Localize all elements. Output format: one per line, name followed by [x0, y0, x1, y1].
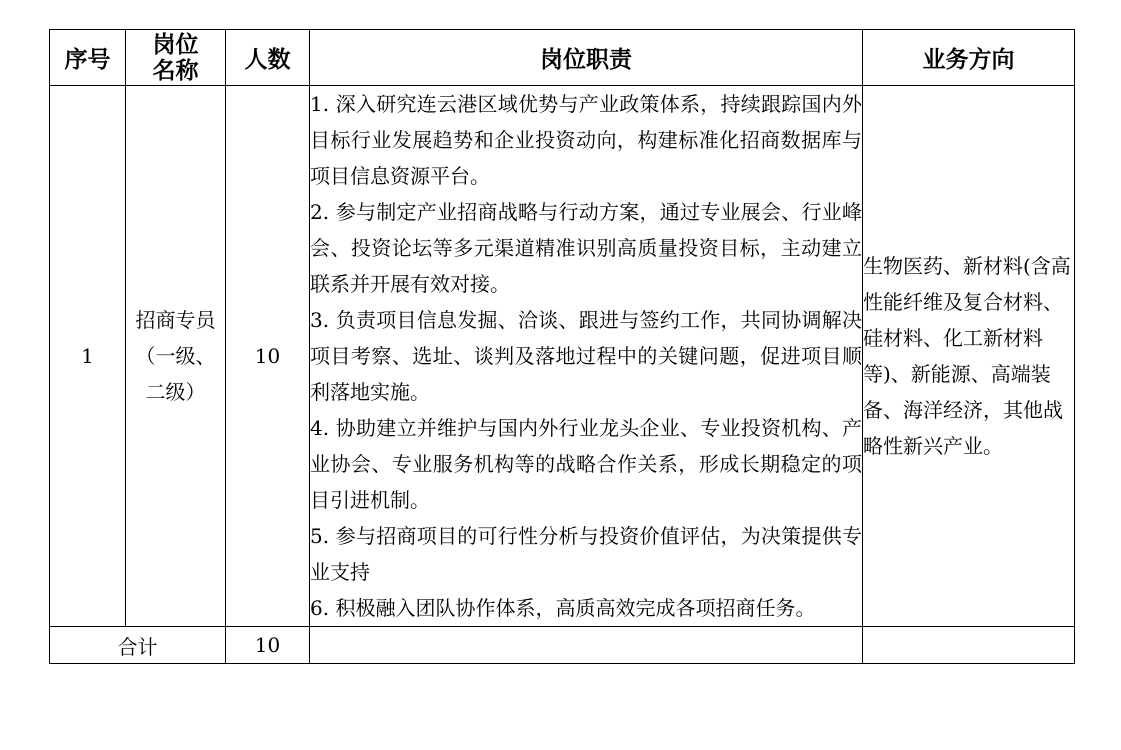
header-index: 序号 — [50, 30, 126, 86]
duty-item: 3. 负责项目信息发掘、洽谈、跟进与签约工作，共同协调解决项目考察、选址、谈判及落地过程中的关键问题，促进项目顺利落地实施。 — [310, 308, 862, 404]
total-duties-empty — [310, 627, 863, 664]
duty-item: 4. 协助建立并维护与国内外行业龙头企业、专业投资机构、产业协会、专业服务机构等的战略合作关系，形成长期稳定的项目引进机制。 — [310, 416, 862, 512]
duty-item: 5. 参与招商项目的可行性分析与投资价值评估，为决策提供专业支持 — [310, 524, 862, 584]
header-position — [126, 30, 226, 86]
header-direction: 业务方向 — [863, 30, 1075, 86]
total-direction-empty — [863, 627, 1075, 664]
table-row — [50, 86, 1075, 627]
row-direction: 生物医药、新材料(含高性能纤维及复合材料、硅材料、化工新材料等)、新能源、高端装备、海洋经济，其他战略性新兴产业。 — [863, 86, 1075, 627]
duty-item: 6. 积极融入团队协作体系，高质高效完成各项招商任务。 — [310, 596, 816, 620]
row-position: 招商专员（一级、二级） — [126, 86, 226, 627]
total-count: 10 — [226, 627, 310, 664]
header-position-line1: 岗位 — [152, 30, 199, 58]
header-position-line2: 名称 — [152, 56, 199, 84]
header-row — [50, 30, 1075, 86]
total-row — [50, 627, 1075, 664]
row-count: 10 — [226, 86, 310, 627]
duty-item: 1. 深入研究连云港区域优势与产业政策体系，持续跟踪国内外目标行业发展趋势和企业投资动向，构建标准化招商数据库与项目信息资源平台。 — [310, 92, 862, 188]
row-duties — [310, 86, 863, 627]
recruitment-table — [49, 29, 1075, 664]
header-count: 人数 — [226, 30, 310, 86]
header-duties: 岗位职责 — [310, 30, 863, 86]
row-index: 1 — [50, 86, 126, 627]
duty-item: 2. 参与制定产业招商战略与行动方案，通过专业展会、行业峰会、投资论坛等多元渠道精准识别高质量投资目标，主动建立联系并开展有效对接。 — [310, 200, 862, 296]
total-label: 合计 — [50, 627, 226, 664]
